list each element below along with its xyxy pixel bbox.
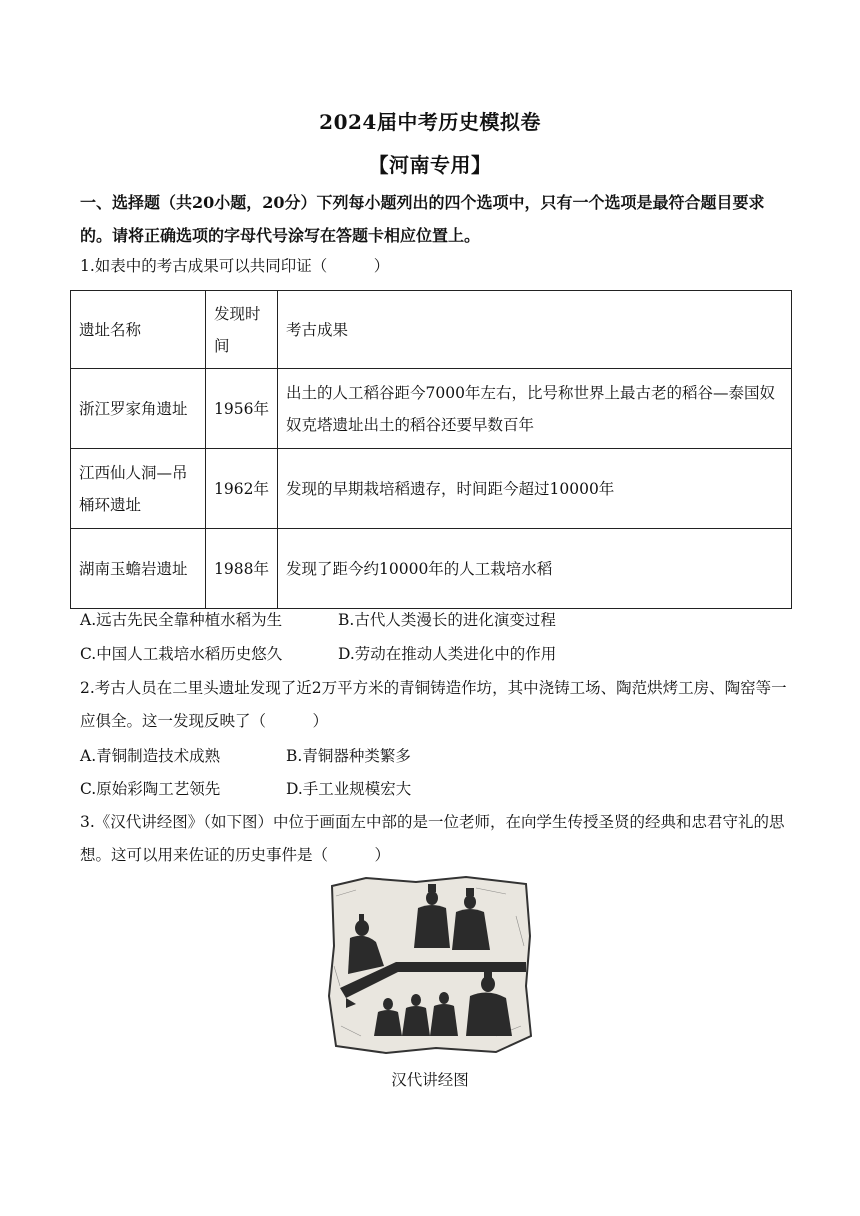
question-1-stem: 1.如表中的考古成果可以共同印证（ ） — [80, 257, 390, 275]
table-cell: 1956年 — [206, 369, 278, 449]
question-1-option-a[interactable]: A.远古先民全靠种植水稻为生 — [80, 611, 283, 629]
figure-caption: 汉代讲经图 — [391, 1071, 469, 1089]
table-row — [71, 529, 792, 609]
table-header-row — [71, 291, 792, 369]
page-title: 2024届中考历史模拟卷 — [319, 110, 541, 134]
archaeology-table — [70, 290, 792, 609]
question-1-option-c[interactable]: C.中国人工栽培水稻历史悠久 — [80, 645, 283, 663]
question-3-stem: 3.《汉代讲经图》（如下图）中位于画面左中部的是一位老师，在向学生传授圣贤的经典和忠君守礼的思想。这可以用来佐证的历史事件是（ ） — [80, 813, 785, 864]
section-instructions: 一、选择题（共20小题，20分）下列每小题列出的四个选项中，只有一个选项是最符合题目要求的。请将正确选项的字母代号涂写在答题卡相应位置上。 — [80, 193, 765, 245]
table-cell: 湖南玉蟾岩遗址 — [71, 529, 206, 609]
question-2-option-b[interactable]: B.青铜器种类繁多 — [286, 747, 411, 765]
page-subtitle: 【河南专用】 — [368, 153, 492, 177]
table-cell: 发现的早期栽培稻遗存，时间距今超过10000年 — [278, 449, 792, 529]
table-cell: 江西仙人洞—吊桶环遗址 — [71, 449, 206, 529]
table-cell: 发现了距今约10000年的人工栽培水稻 — [278, 529, 792, 609]
table-row — [71, 449, 792, 529]
table-cell: 浙江罗家角遗址 — [71, 369, 206, 449]
question-1-option-b[interactable]: B.古代人类漫长的进化演变过程 — [338, 611, 556, 629]
question-2-option-c[interactable]: C.原始彩陶工艺领先 — [80, 780, 221, 798]
table-header-cell: 发现时间 — [206, 291, 278, 369]
table-header-cell: 遗址名称 — [71, 291, 206, 369]
han-lecture-illustration — [326, 876, 532, 1054]
table-cell: 1962年 — [206, 449, 278, 529]
question-2-stem: 2.考古人员在二里头遗址发现了近2万平方米的青铜铸造作坊，其中浇铸工场、陶范烘烤工房、陶窑等一应俱全。这一发现反映了（ ） — [80, 679, 787, 730]
table-row — [71, 369, 792, 449]
table-cell: 出土的人工稻谷距今7000年左右，比号称世界上最古老的稻谷—泰国奴奴克塔遗址出土的稻谷还要早数百年 — [278, 369, 792, 449]
question-2-option-d[interactable]: D.手工业规模宏大 — [286, 780, 412, 798]
question-2-option-a[interactable]: A.青铜制造技术成熟 — [80, 747, 221, 765]
question-1-option-d[interactable]: D.劳动在推动人类进化中的作用 — [338, 645, 557, 663]
table-cell: 1988年 — [206, 529, 278, 609]
table-header-cell: 考古成果 — [278, 291, 792, 369]
